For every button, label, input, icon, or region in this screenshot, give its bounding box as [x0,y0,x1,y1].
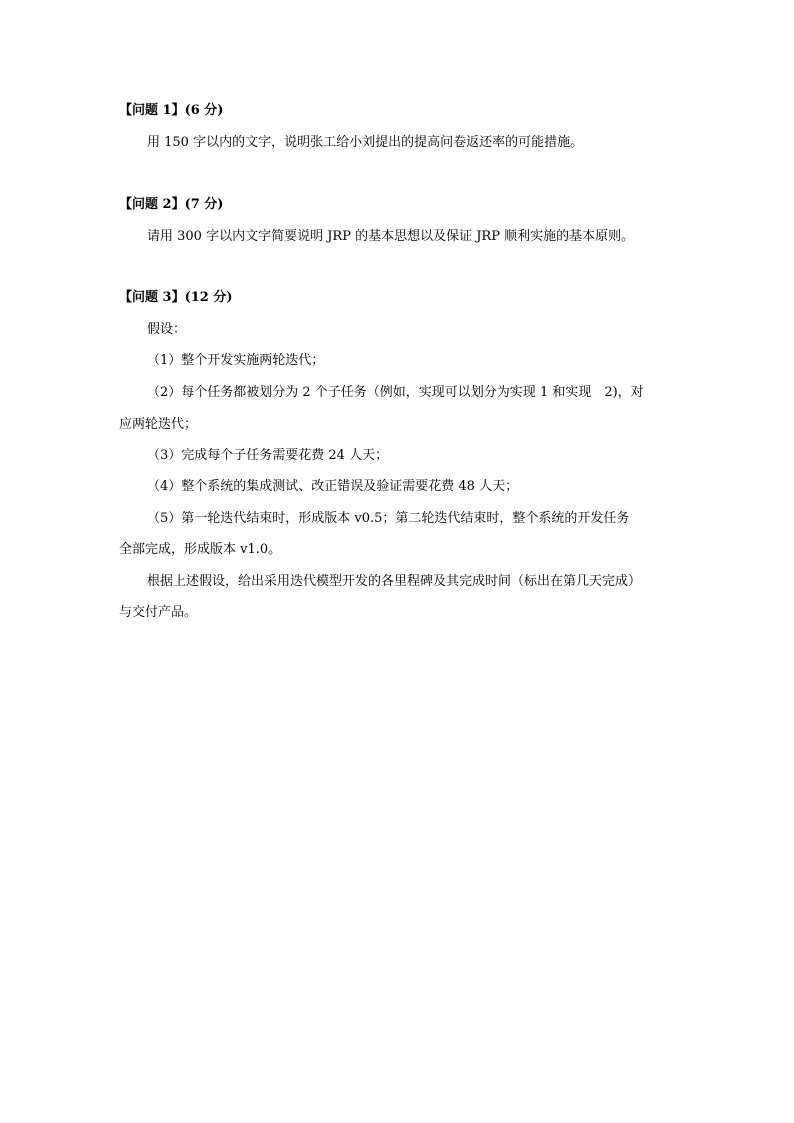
question-3-task-line-2: 与交付产品。 [119,605,198,620]
assumption-item-3: （3）完成每个子任务需要花费 24 人天； [147,448,389,463]
assumption-item-5-line-2: 全部完成，形成版本 v1.0。 [119,542,282,557]
assumption-item-2-line-1: （2）每个任务都被划分为 2 个子任务（例如，实现可以划分为实现 1 和实现 2)，对 [147,385,644,400]
question-3-assumption-label: 假设： [147,322,187,337]
question-2-heading: 【问题 2】(7 分) [119,197,224,212]
assumption-item-4: （4）整个系统的集成测试、改正错误及验证需要花费 48 人天； [147,479,519,494]
question-3-heading: 【问题 3】(12 分) [119,290,233,305]
question-1-heading: 【问题 1】(6 分) [119,103,224,118]
question-3-task-line-1: 根据上述假设，给出采用迭代模型开发的各里程碑及其完成时间（标出在第几天完成） [147,574,642,589]
question-1-body: 用 150 字以内的文字，说明张工给小刘提出的提高问卷返还率的可能措施。 [147,135,584,150]
assumption-item-2-line-2: 应两轮迭代； [119,417,198,432]
question-2-body: 请用 300 字以内文字简要说明 JRP 的基本思想以及保证 JRP 顺利实施的基本原则。 [147,229,635,244]
assumption-item-5-line-1: （5）第一轮迭代结束时，形成版本 v0.5；第二轮迭代结束时，整个系统的开发任务 [147,511,630,526]
assumption-item-1: （1）整个开发实施两轮迭代； [147,353,325,368]
